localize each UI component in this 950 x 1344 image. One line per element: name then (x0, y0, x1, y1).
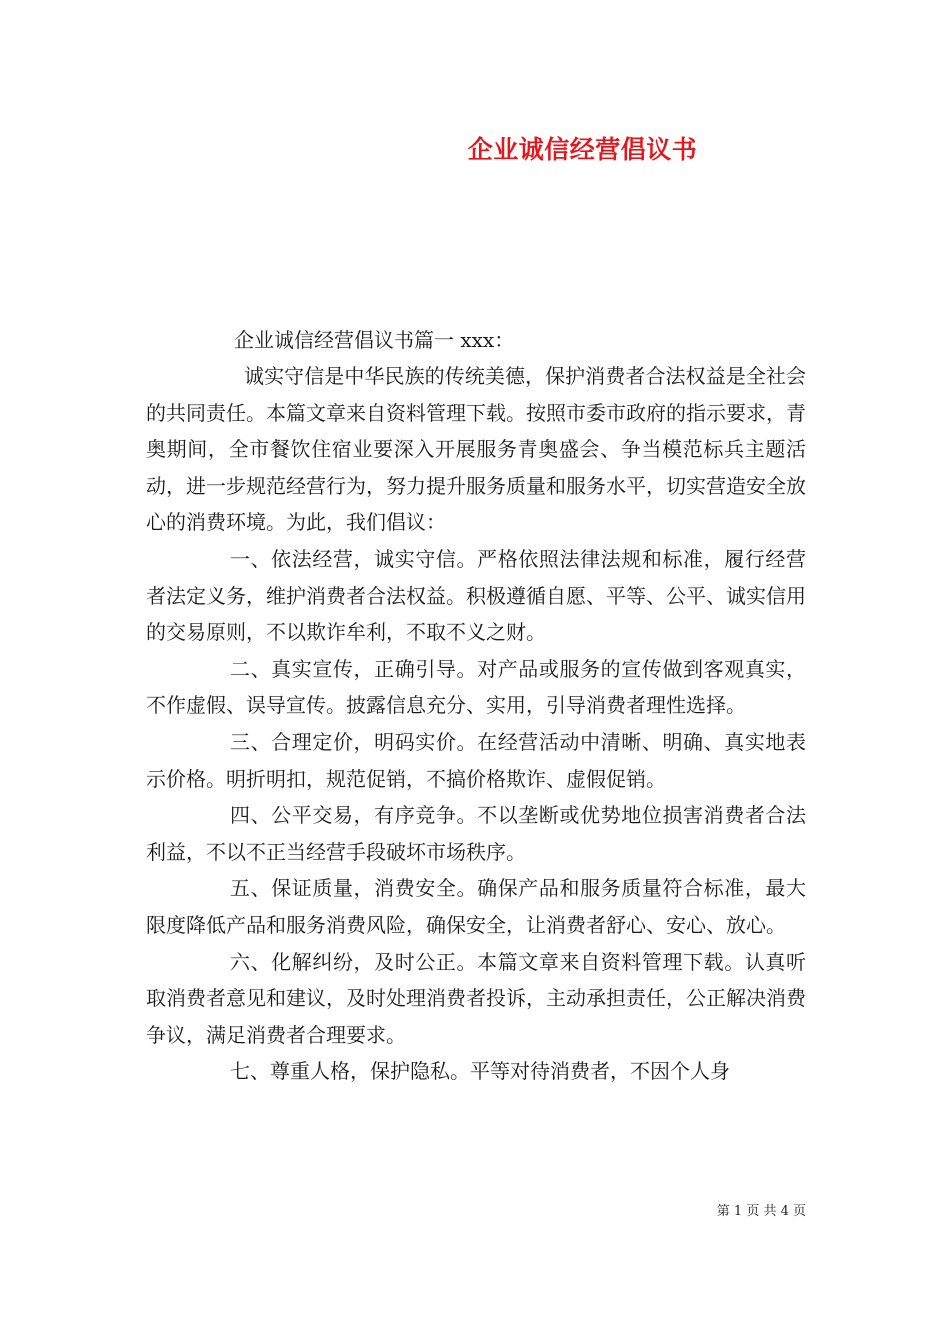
page-number-footer: 第 1 页 共 4 页 (716, 1204, 806, 1219)
paragraph-item-5: 五、保证质量，消费安全。确保产品和服务质量符合标准，最大限度降低产品和服务消费风险，确保安全，让消费者舒心、安心、放心。 (146, 876, 806, 937)
paragraph-intro: 诚实守信是中华民族的传统美德，保护消费者合法权益是全社会的共同责任。本篇文章来自资料管理下载。按照市委市政府的指示要求，青奥期间，全市餐饮住宿业要深入开展服务青奥盛会、争当模范标兵主题活动，进一步规范经营行为，努力提升服务质量和服务水平，切实营造安全放心的消费环境。为此，我们倡议： (146, 364, 806, 535)
document-subtitle: 企业诚信经营倡议书篇一 xxx： (234, 328, 515, 352)
document-body (146, 358, 806, 1090)
paragraph-item-2: 二、真实宣传，正确引导。对产品或服务的宣传做到客观真实，不作虚假、误导宣传。披露信息充分、实用，引导消费者理性选择。 (146, 656, 806, 718)
paragraph-item-7: 七、尊重人格，保护隐私。平等对待消费者，不因个人身 (230, 1059, 730, 1084)
paragraph-item-6: 六、化解纠纷，及时公正。本篇文章来自资料管理下载。认真听取消费者意见和建议，及时处理消费者投诉，主动承担责任，公正解决消费争议，满足消费者合理要求。 (146, 949, 806, 1047)
paragraph-item-3: 三、合理定价，明码实价。在经营活动中清晰、明确、真实地表示价格。明折明扣，规范促销，不搞价格欺诈、虚假促销。 (146, 729, 806, 791)
document-title: 企业诚信经营倡议书 (467, 135, 698, 164)
paragraph-item-4: 四、公平交易，有序竞争。不以垄断或优势地位损害消费者合法利益，不以不正当经营手段破坏市场秩序。 (146, 803, 806, 864)
paragraph-item-1: 一、依法经营，诚实守信。严格依照法律法规和标准，履行经营者法定义务，维护消费者合法权益。积极遵循自愿、平等、公平、诚实信用的交易原则，不以欺诈牟利，不取不义之财。 (146, 546, 806, 645)
